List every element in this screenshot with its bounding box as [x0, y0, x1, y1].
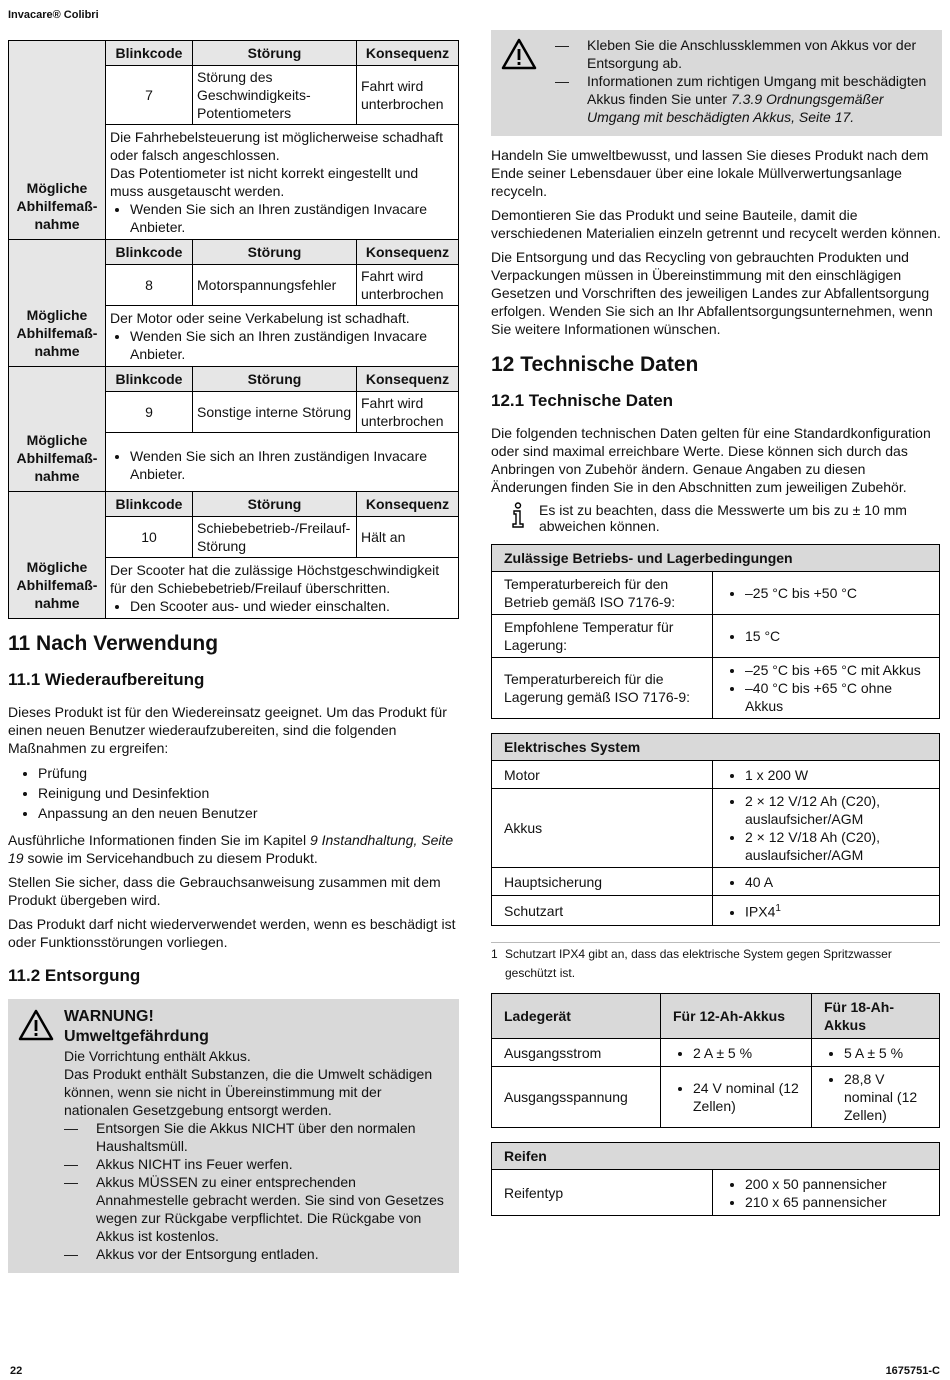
consequence: Fahrt wird unterbrochen	[357, 392, 459, 433]
value-item: • 2 A ± 5 %	[693, 1044, 799, 1062]
remedy-line: Die Fahrhebelsteuerung ist möglicherweise schadhaft oder falsch angeschlossen.	[110, 129, 444, 163]
remedy-line: Das Potentiometer ist nicht korrekt eingestellt und muss ausgetauscht werden.	[110, 165, 419, 199]
disposal-paragraph: Die Entsorgung und das Recycling von gebrauchten Produkten und Verpackungen müssen in Übereinstimmung mit den einschlägigen Gesetzen und Vorschriften des jeweiligen Landes zur Abfallentsorgung erfolgen. Wenden Sie sich an Ihr Abfallentsorgungsunternehmen, wenn Sie weitere Informationen wünschen.	[491, 249, 933, 337]
value-item: • $IPX4^1$	[745, 900, 927, 921]
warning-dash-item: — Akkus vor der Entsorgung entladen.	[64, 1246, 319, 1262]
warning-dash-item: — Akkus NICHT ins Feuer werfen.	[64, 1156, 293, 1172]
spec-row	[492, 868, 940, 896]
spec-header: Elektrisches System	[492, 734, 940, 761]
remedy-text	[106, 306, 459, 367]
column-header: Blinkcode	[106, 240, 193, 265]
column-header: Blinkcode	[106, 41, 193, 66]
spec-key: Reifentyp	[492, 1170, 713, 1216]
footnote: 1 Schutzart IPX4 gibt an, dass das elektrische System gegen Spritzwasser geschützt ist.	[491, 947, 892, 980]
blink-code: 9	[106, 392, 193, 433]
operating-conditions-table	[491, 544, 940, 719]
warning-dash-item: — Kleben Sie die Anschlussklemmen von Akkus vor der Entsorgung ab.	[555, 37, 917, 71]
warning-triangle-icon	[501, 38, 537, 70]
value-list	[673, 1044, 799, 1062]
consequence: Fahrt wird unterbrochen	[357, 66, 459, 125]
spec-value	[713, 896, 940, 926]
value-list	[725, 584, 927, 602]
remedy-label: Mögliche Abhilfemaß-nahme	[9, 240, 106, 367]
column-header: Blinkcode	[106, 367, 193, 392]
footnote-ref[interactable]: 1	[775, 903, 781, 915]
section-11-2-title: 11.2 Entsorgung	[8, 966, 141, 985]
tyres-table	[491, 1142, 940, 1216]
remedy-bullets	[110, 327, 454, 363]
consequence: Hält an	[357, 517, 459, 558]
column-header: Störung	[193, 367, 357, 392]
warning-dash-item: — Informationen zum richtigen Umgang mit beschädigten Akkus finden Sie unter 7.3.9 Ordnungsgemäßer Umgang mit beschädigten Akkus, Seite 17.	[555, 73, 927, 125]
warning-title: WARNUNG!	[64, 1008, 154, 1025]
spec-header: Ladegerät	[492, 994, 661, 1039]
page-number: 22	[10, 1365, 23, 1377]
spec-row	[492, 896, 940, 926]
reprocessing-reference: Ausführliche Informationen finden Sie im Kapitel 9 Instandhaltung, Seite 19 sowie im Servicehandbuch zu diesem Produkt.	[8, 832, 454, 866]
warning-dash-item: — Akkus MÜSSEN zu einer entsprechenden Annahmestelle gebracht werden. Sie sind von Gesetzes wegen zur Rückgabe verpflichtet. Die Rückgabe von Akkus ist kostenlos.	[64, 1174, 444, 1244]
spec-row	[492, 761, 940, 789]
disassembly-paragraph: Demontieren Sie das Produkt und seine Bauteile, damit die verschiedenen Materialien einzeln getrennt und recycelt werden können.	[491, 207, 941, 241]
fault-description: Motorspannungsfehler	[193, 265, 357, 306]
value-list	[725, 766, 927, 784]
remedy-label: Mögliche Abhilfemaß-nahme	[9, 492, 106, 619]
remedy-line: Der Motor oder seine Verkabelung ist schadhaft.	[110, 310, 410, 326]
spec-value	[713, 868, 940, 896]
value-item: • 2 × 12 V/12 Ah (C20), auslaufsicher/AGM	[745, 792, 927, 828]
spec-header: Zulässige Betriebs- und Lagerbedingungen	[492, 545, 940, 572]
spec-key: Schutzart	[492, 896, 713, 926]
consequence: Fahrt wird unterbrochen	[357, 265, 459, 306]
warning-dash-item: — Entsorgen Sie die Akkus NICHT über den normalen Haushaltsmüll.	[64, 1120, 416, 1154]
error-code-table	[8, 40, 459, 619]
value-list	[725, 900, 927, 921]
value-list	[824, 1070, 927, 1124]
value-list	[824, 1044, 927, 1062]
spec-header: Reifen	[492, 1143, 940, 1170]
spec-row	[492, 1170, 940, 1216]
value-item: • 2 × 12 V/18 Ah (C20), auslaufsicher/AGM	[745, 828, 927, 864]
spec-row	[492, 572, 940, 615]
spec-header-row	[492, 1143, 940, 1170]
manual-handover-note: Stellen Sie sicher, dass die Gebrauchsanweisung zusammen mit dem Produkt übergeben wird.	[8, 874, 441, 908]
spec-value	[713, 1170, 940, 1216]
remedy-bullets	[110, 597, 454, 615]
spec-key: Hauptsicherung	[492, 868, 713, 896]
spec-value	[661, 1039, 812, 1067]
spec-header-row	[492, 994, 940, 1039]
warning-line: Die Vorrichtung enthält Akkus.	[64, 1048, 251, 1064]
column-header: Störung	[193, 240, 357, 265]
fault-description: Sonstige interne Störung	[193, 392, 357, 433]
column-header: Konsequenz	[357, 240, 459, 265]
remedy-text	[106, 125, 459, 240]
spec-value	[713, 789, 940, 868]
spec-value	[713, 658, 940, 719]
value-item: • –40 °C bis +65 °C ohne Akkus	[745, 679, 927, 715]
error-table-header-row	[9, 367, 459, 392]
column-header: Störung	[193, 492, 357, 517]
warning-text	[64, 1047, 449, 1119]
value-item: • 5 A ± 5 %	[844, 1044, 927, 1062]
blink-code: 7	[106, 66, 193, 125]
remedy-bullet: • Wenden Sie sich an Ihren zuständigen Invacare Anbieter.	[130, 447, 454, 483]
spec-key: Akkus	[492, 789, 713, 868]
section-12-1-title: 12.1 Technische Daten	[491, 391, 674, 410]
environment-warning-box	[8, 999, 459, 1273]
value-list	[725, 873, 927, 891]
remedy-text	[106, 433, 459, 492]
remedy-text	[106, 558, 459, 619]
no-reuse-note: Das Produkt darf nicht wiederverwendet werden, wenn es beschädigt ist oder Funktionsstörungen vorliegen.	[8, 916, 456, 950]
error-table-header-row	[9, 492, 459, 517]
value-item: • 40 A	[745, 873, 927, 891]
damaged-battery-link[interactable]: 7.3.9 Ordnungsgemäßer Umgang mit beschädigten Akkus, Seite 17.	[587, 91, 884, 125]
list-item: • Reinigung und Desinfektion	[38, 783, 459, 803]
spec-key: Temperaturbereich für die Lagerung gemäß ISO 7176-9:	[492, 658, 713, 719]
spec-value	[812, 1039, 940, 1067]
value-item: • 28,8 V nominal (12 Zellen)	[844, 1070, 927, 1124]
section-11-title: 11 Nach Verwendung	[8, 632, 219, 655]
charger-table	[491, 993, 940, 1128]
section-12-title: 12 Technische Daten	[491, 353, 699, 376]
value-list	[725, 1175, 927, 1211]
remedy-bullets	[110, 447, 454, 483]
right-column	[491, 30, 942, 1216]
document-code: 1675751-C	[885, 1365, 940, 1377]
value-list	[673, 1079, 799, 1115]
list-item: • Prüfung	[38, 763, 459, 783]
warning-line: Das Produkt enthält Substanzen, die die Umwelt schädigen können, wenn sie nicht in Übereinstimmung mit der nationalen Gesetzgebung entsorgt werden.	[64, 1066, 433, 1118]
spec-key: Ausgangsspannung	[492, 1067, 661, 1128]
spec-header: Für 18-Ah-Akkus	[812, 994, 940, 1039]
remedy-bullet: • Den Scooter aus- und wieder einschalten.	[130, 597, 454, 615]
column-header: Störung	[193, 41, 357, 66]
value-list	[725, 627, 927, 645]
electrical-system-table	[491, 733, 940, 926]
column-header: Konsequenz	[357, 492, 459, 517]
running-header: Invacare® Colibri	[8, 9, 99, 21]
left-column	[8, 40, 459, 1273]
reprocessing-list	[18, 763, 459, 823]
value-item: • 15 °C	[745, 627, 927, 645]
error-table-header-row	[9, 41, 459, 66]
blink-code: 10	[106, 517, 193, 558]
warning-box-continued	[491, 30, 942, 136]
value-item: • 1 x 200 W	[745, 766, 927, 784]
spec-row	[492, 615, 940, 658]
value-item: • 200 x 50 pannensicher	[745, 1175, 927, 1193]
chapter-9-link[interactable]: 9 Instandhaltung, Seite 19	[8, 832, 454, 866]
fault-description: Schiebebetrieb-/Freilauf-Störung	[193, 517, 357, 558]
spec-row	[492, 789, 940, 868]
value-item: • –25 °C bis +65 °C mit Akkus	[745, 661, 927, 679]
spec-value	[713, 615, 940, 658]
list-item: • Anpassung an den neuen Benutzer	[38, 803, 459, 823]
spec-header-row	[492, 734, 940, 761]
recycling-paragraph: Handeln Sie umweltbewusst, und lassen Sie dieses Produkt nach dem Ende seiner Lebensdauer über eine lokale Müllverwertungsanlage recyceln.	[491, 147, 929, 199]
spec-header: Für 12-Ah-Akkus	[661, 994, 812, 1039]
value-item: • –25 °C bis +50 °C	[745, 584, 927, 602]
reprocessing-intro: Dieses Produkt ist für den Wiedereinsatz geeignet. Um das Produkt für einen neuen Benutzer wiederaufzubereiten, sind die folgenden Maßnahmen zu ergreifen:	[8, 704, 447, 756]
remedy-bullet: • Wenden Sie sich an Ihren zuständigen Invacare Anbieter.	[130, 200, 454, 236]
remedy-bullet: • Wenden Sie sich an Ihren zuständigen Invacare Anbieter.	[130, 327, 454, 363]
value-item: • 24 V nominal (12 Zellen)	[693, 1079, 799, 1115]
value-list	[725, 792, 927, 864]
error-table-header-row	[9, 240, 459, 265]
spec-row	[492, 658, 940, 719]
warning-subtitle: Umweltgefährdung	[64, 1028, 209, 1045]
spec-key: Empfohlene Temperatur für Lagerung:	[492, 615, 713, 658]
spec-value	[713, 572, 940, 615]
spec-value	[661, 1067, 812, 1128]
spec-key: Motor	[492, 761, 713, 789]
remedy-label: Mögliche Abhilfemaß-nahme	[9, 367, 106, 492]
warning-triangle-icon	[18, 1009, 54, 1041]
remedy-label: Mögliche Abhilfemaß-nahme	[9, 41, 106, 240]
fault-description: Störung des Geschwindigkeits-Potentiometers	[193, 66, 357, 125]
column-header: Blinkcode	[106, 492, 193, 517]
column-header: Konsequenz	[357, 367, 459, 392]
spec-value	[812, 1067, 940, 1128]
spec-row	[492, 1067, 940, 1128]
blink-code: 8	[106, 265, 193, 306]
info-note: Es ist zu beachten, dass die Messwerte um bis zu ± 10 mm abweichen können.	[509, 502, 942, 534]
spec-key: Temperaturbereich für den Betrieb gemäß ISO 7176-9:	[492, 572, 713, 615]
spec-row	[492, 1039, 940, 1067]
value-list	[725, 661, 927, 715]
info-icon	[509, 502, 529, 528]
spec-key: Ausgangsstrom	[492, 1039, 661, 1067]
spec-value	[713, 761, 940, 789]
section-11-1-title: 11.1 Wiederaufbereitung	[8, 670, 205, 689]
column-header: Konsequenz	[357, 41, 459, 66]
tech-data-intro: Die folgenden technischen Daten gelten für eine Standardkonfiguration oder sind maximal erreichbare Werte. Diese können sich durch das Anbringen von Zubehör ändern. Genaue Angaben zu diesen Änderungen finden Sie in den Abschnitten zum jeweiligen Zubehör.	[491, 425, 931, 495]
remedy-bullets	[110, 200, 454, 236]
value-item: • 210 x 65 pannensicher	[745, 1193, 927, 1211]
warning-dash-list	[64, 1119, 449, 1263]
remedy-line: Der Scooter hat die zulässige Höchstgeschwindigkeit für den Schiebebetrieb/Freilauf überschritten.	[110, 562, 440, 596]
spec-header-row	[492, 545, 940, 572]
